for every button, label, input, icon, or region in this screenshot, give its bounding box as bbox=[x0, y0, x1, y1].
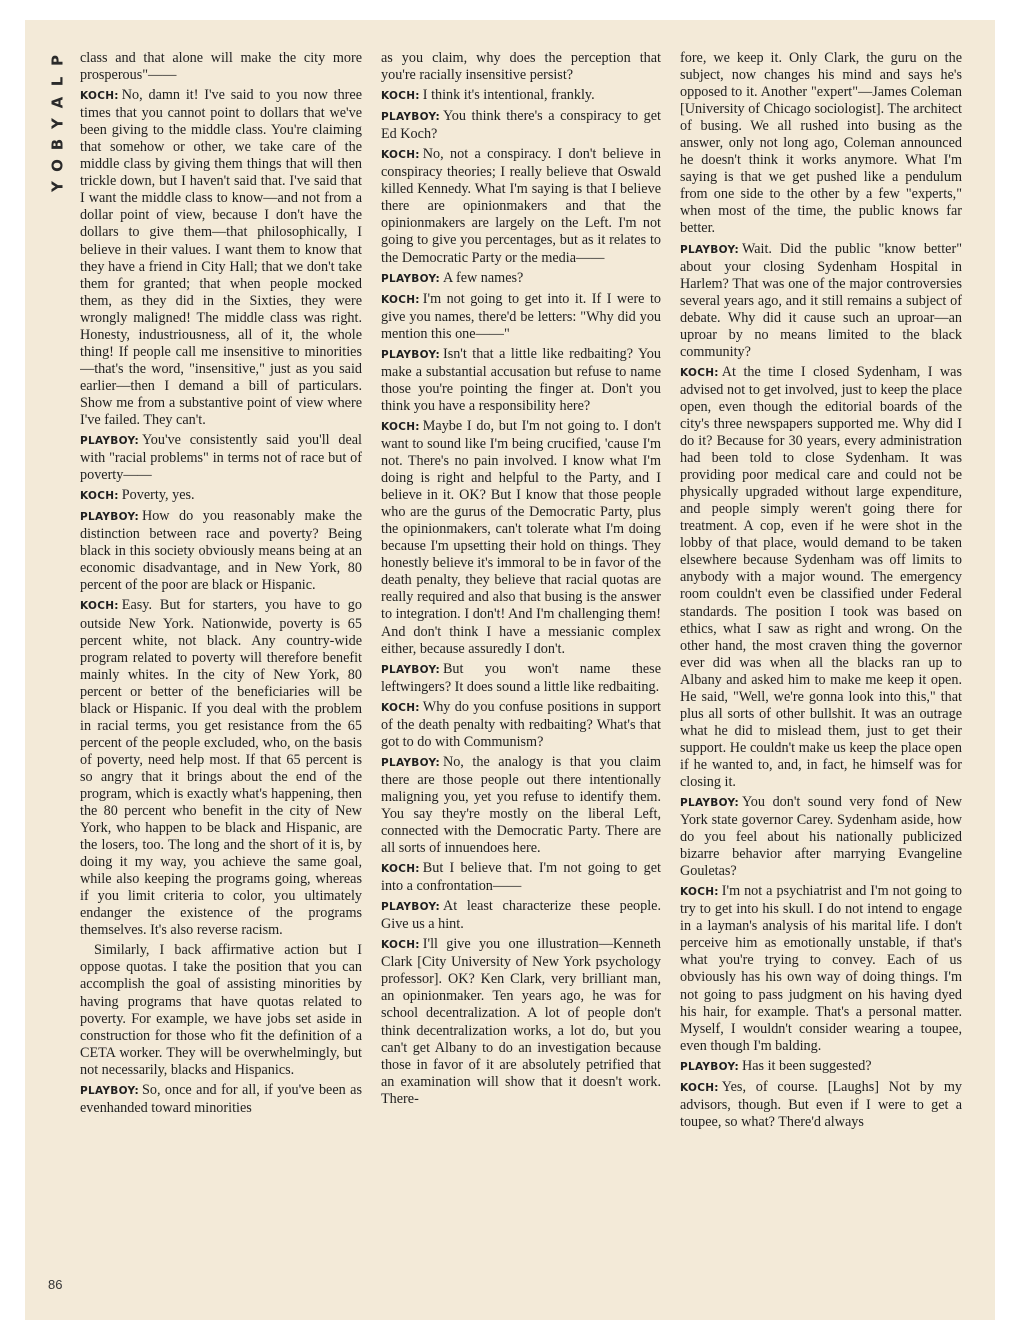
interview-paragraph bbox=[80, 508, 362, 594]
interview-paragraph bbox=[381, 936, 661, 1107]
text-column-1 bbox=[80, 50, 362, 1295]
page-number: 86 bbox=[48, 1277, 63, 1292]
interview-paragraph bbox=[80, 1082, 362, 1117]
speaker-label: PLAYBOY: bbox=[80, 435, 139, 448]
paragraph-text: At least characterize these people. Give us a hint. bbox=[381, 898, 661, 933]
paragraph-text: Easy. But for starters, you have to go outside New York. Nationwide, poverty is 65 percent white, not black. Any country-wide program related to poverty will therefore benefit mainly whites. In the city of New York, 80 percent or better of the beneficiaries will be black or Hispanic. If you deal with the problem in racial terms, you get resistance from the 65 percent of the people excluded, who, on the basis of poverty, need help most. If that 65 percent is so angry that it brings about the end of the program, which is exactly what's happening, then the 80 percent who benefit in the city of New York, who happen to be black and Hispanic, are the losers, too. The long and the short of it is, by doing it my way, you achieve the same goal, while also keeping the programs going, whereas if you limit criteria to color, you ultimately endanger the existence of the programs themselves. It's also reverse racism. bbox=[80, 597, 362, 939]
paragraph-text: Yes, of course. [Laughs] Not by my advisors, though. But even if I were to get a toupee, so what? There'd always bbox=[680, 1078, 962, 1130]
paragraph-text: Isn't that a little like redbaiting? You make a substantial accusation but refuse to name those you're pointing the finger at. Don't you think you have a responsibility here? bbox=[381, 345, 661, 414]
interview-paragraph bbox=[381, 661, 661, 696]
interview-paragraph bbox=[680, 794, 962, 880]
paragraph-text: Maybe I do, but I'm not going to. I don't want to sound like I'm being crucified, 'cause I'm not. There's no pain involved. I know what I'm doing is right and helpful to the Party, and I believe in it. OK? But I know that those people who are the gurus of the Democratic Party, plus the opinionmakers, can't tolerate what I'm doing because I'm upsetting their hold on things. They honestly believe it's immoral to be in favor of the death penalty, they believe that racial quotas are really required and also that busing is the answer to integration. I don't! And I'm challenging them! And don't think I have a messianic complex either, because assuredly I don't. bbox=[381, 417, 661, 657]
speaker-label: KOCH: bbox=[80, 490, 119, 503]
speaker-label: KOCH: bbox=[80, 600, 119, 613]
interview-paragraph bbox=[80, 942, 362, 1078]
paragraph-text: I think it's intentional, frankly. bbox=[422, 87, 595, 104]
speaker-label: KOCH: bbox=[381, 939, 420, 952]
interview-paragraph bbox=[381, 50, 661, 84]
interview-paragraph bbox=[80, 87, 362, 429]
speaker-label: KOCH: bbox=[680, 886, 719, 899]
speaker-label: PLAYBOY: bbox=[381, 663, 440, 676]
text-column-3 bbox=[680, 50, 962, 1295]
speaker-label: KOCH: bbox=[680, 1081, 719, 1094]
interview-paragraph bbox=[680, 50, 962, 238]
paragraph-text: Similarly, I back affirmative action but I oppose quotas. I take the position that you can accomplish the goal of assisting minorities by having programs that have quotas related to poverty. For example, we have jobs set aside in construction for those who fit the definition of a CETA worker. They will be overwhelmingly, but not necessarily, blacks and Hispanics. bbox=[80, 942, 362, 1078]
interview-paragraph bbox=[680, 1079, 962, 1131]
speaker-label: KOCH: bbox=[381, 420, 420, 433]
speaker-label: PLAYBOY: bbox=[381, 901, 440, 914]
interview-paragraph bbox=[381, 699, 661, 751]
interview-paragraph bbox=[80, 50, 362, 84]
interview-paragraph bbox=[80, 597, 362, 939]
paragraph-text: You've consistently said you'll deal with "racial problems" in terms not of race but of poverty—— bbox=[80, 432, 362, 484]
speaker-label: PLAYBOY: bbox=[80, 511, 139, 524]
speaker-label: KOCH: bbox=[680, 366, 719, 379]
vertical-magazine-title: P L A Y B O Y bbox=[48, 55, 67, 192]
paragraph-text: Wait. Did the public "know better" about your closing Sydenham Hospital in Harlem? That was one of the major controversies several years ago, and it still remains a subject of debate. Why did it cause such an uproar—an uproar by no means limited to the black community? bbox=[680, 240, 962, 360]
paragraph-text: Poverty, yes. bbox=[121, 487, 195, 504]
speaker-label: PLAYBOY: bbox=[80, 1084, 139, 1097]
speaker-label: PLAYBOY: bbox=[680, 1060, 739, 1073]
paragraph-text: At the time I closed Sydenham, I was advised not to get involved, just to keep the place open, even though the editorial boards of the city's three newspapers supported me. Why did I do it? Because for 30 years, every administration had been told to close Sydenham. It was providing poor medical care and could not be physically upgraded without large expenditure, and people simply weren't going there for treatment. A cop, even if he were shot in the lobby of that place, would demand to be taken elsewhere because Sydenham was off limits to anybody with a major wound. The emergency room couldn't even be classified under Federal standards. The position I took was based on ethics, what I saw as right and wrong. On the other hand, the most craven thing the governor ever did was when all the blacks ran up to Albany and asked him to make me keep it open. He said, "Well, we're gonna look into this," that plus all sorts of other bullshit. It was an outrage what he did to mislead them, just to get their support. He couldn't make us keep the place open if he wanted to, and, in fact, he himself was for closing it. bbox=[680, 363, 962, 790]
interview-paragraph bbox=[381, 754, 661, 857]
speaker-label: PLAYBOY: bbox=[381, 348, 440, 361]
speaker-label: PLAYBOY: bbox=[381, 111, 440, 124]
interview-paragraph bbox=[381, 270, 661, 288]
speaker-label: PLAYBOY: bbox=[680, 797, 739, 810]
paragraph-text: I'll give you one illustration—Kenneth Clark [City University of New York psychology professor]. OK? Ken Clark, very brilliant man, an opinionmaker. Ten years ago, he was for school decentralization. A lot of people don't think decentralization works, a lot do, but you can't get Albany to do an investigation because those in favor of it are absolutely petrified that an examination will show that it doesn't work. There- bbox=[381, 936, 661, 1107]
interview-paragraph bbox=[381, 346, 661, 415]
speaker-label: KOCH: bbox=[381, 293, 420, 306]
interview-paragraph bbox=[381, 291, 661, 343]
text-column-2 bbox=[381, 50, 661, 1295]
interview-paragraph bbox=[680, 1058, 962, 1076]
speaker-label: KOCH: bbox=[381, 863, 420, 876]
paragraph-text: I'm not going to get into it. If I were to give you names, there'd be letters: "Why did you mention this one——" bbox=[381, 290, 661, 342]
interview-paragraph bbox=[381, 108, 661, 143]
paragraph-text: But you won't name these leftwingers? It does sound a little like redbaiting. bbox=[381, 660, 661, 695]
speaker-label: KOCH: bbox=[80, 90, 119, 103]
paragraph-text: But I believe that. I'm not going to get into a confrontation—— bbox=[381, 860, 661, 895]
paragraph-text: Has it been suggested? bbox=[741, 1057, 872, 1074]
interview-paragraph bbox=[80, 432, 362, 484]
paragraph-text: You don't sound very fond of New York state governor Carey. Sydenham aside, how do you feel about his nationally publicized bizarre behavior after marrying Evangeline Gouletas? bbox=[680, 794, 962, 880]
interview-paragraph bbox=[381, 860, 661, 895]
paragraph-text: You think there's a conspiracy to get Ed Koch? bbox=[381, 108, 661, 143]
interview-paragraph bbox=[680, 364, 962, 791]
speaker-label: KOCH: bbox=[381, 90, 420, 103]
interview-paragraph bbox=[381, 87, 661, 105]
magazine-page bbox=[25, 20, 995, 1320]
paragraph-text: So, once and for all, if you've been as evenhanded toward minorities bbox=[80, 1081, 362, 1116]
paragraph-text: I'm not a psychiatrist and I'm not going to try to get into his skull. I do not intend to engage in a layman's analysis of his marital life. I don't perceive him as emotionally unstable, if that's what you're trying to convey. Each of us obviously has his own way of doing things. I'm not going to pass judgment on his having dyed his hair, for example. That's a personal matter. Myself, I wouldn't consider wearing a toupee, even though I'm balding. bbox=[680, 883, 962, 1054]
paragraph-text: No, not a conspiracy. I don't believe in conspiracy theories; I really believe that Oswald killed Kennedy. What I'm saying is that I believe there are opinionmakers and that the opinionmakers are largely on the Left. I'm not going to give you percentages, but as it relates to the Democratic Party or the media—— bbox=[381, 146, 661, 266]
interview-paragraph bbox=[680, 883, 962, 1054]
paragraph-text: fore, we keep it. Only Clark, the guru on the subject, now changes his mind and says he's opposed to it. Another "expert"—James Coleman [University of Chicago sociologist]. The architect of busing. We all rushed into busing as the answer, only not long ago, Coleman announced he doesn't think it works anymore. What I'm saying is that we get pushed like a pendulum from one side to the other by a few "experts," when most of the time, the public knows far better. bbox=[680, 50, 962, 237]
speaker-label: KOCH: bbox=[381, 701, 420, 714]
interview-paragraph bbox=[80, 487, 362, 505]
paragraph-text: as you claim, why does the perception that you're racially insensitive persist? bbox=[381, 50, 661, 84]
paragraph-text: No, damn it! I've said to you now three times that you cannot point to dollars that we've been giving to the middle class. You're claiming that somehow or other, we take care of the middle class by giving them things that will then trickle down, but I haven't said that. I've said that I want the middle class to know—and not from a dollar point of view, because I don't have the dollars to give them—that philosophically, I believe in their values. I want them to know that they have a friend in City Hall; that we don't take them for granted; that when people mocked them, as they did in the Sixties, they were wrongly maligned! The middle class was right. Honesty, industriousness, all of it, the whole thing! If people call me insensitive to minorities—that's the word, "insensitive," just as you said earlier—then I demand a bill of particulars. Show me from a substantive point of view where I've failed. They can't. bbox=[80, 87, 362, 428]
paragraph-text: No, the analogy is that you claim there are those people out there intentionally maligning you, yet you refuse to identify them. You say they're mostly on the liberal Left, connected with the Democratic Party. There are all sorts of innuendoes here. bbox=[381, 753, 661, 857]
paragraph-text: class and that alone will make the city more prosperous"—— bbox=[80, 50, 362, 84]
speaker-label: PLAYBOY: bbox=[680, 243, 739, 256]
speaker-label: PLAYBOY: bbox=[381, 756, 440, 769]
paragraph-text: A few names? bbox=[442, 269, 524, 286]
interview-paragraph bbox=[680, 241, 962, 361]
paragraph-text: Why do you confuse positions in support of the death penalty with redbaiting? What's that got to do with Communism? bbox=[381, 698, 661, 750]
speaker-label: KOCH: bbox=[381, 149, 420, 162]
paragraph-text: How do you reasonably make the distinction between race and poverty? Being black in this society obviously means being at an economic disadvantage, and in New York, 80 percent of the poor are black or Hispanic. bbox=[80, 508, 362, 594]
interview-paragraph bbox=[381, 146, 661, 266]
interview-paragraph bbox=[381, 898, 661, 933]
interview-paragraph bbox=[381, 418, 661, 658]
speaker-label: PLAYBOY: bbox=[381, 272, 440, 285]
